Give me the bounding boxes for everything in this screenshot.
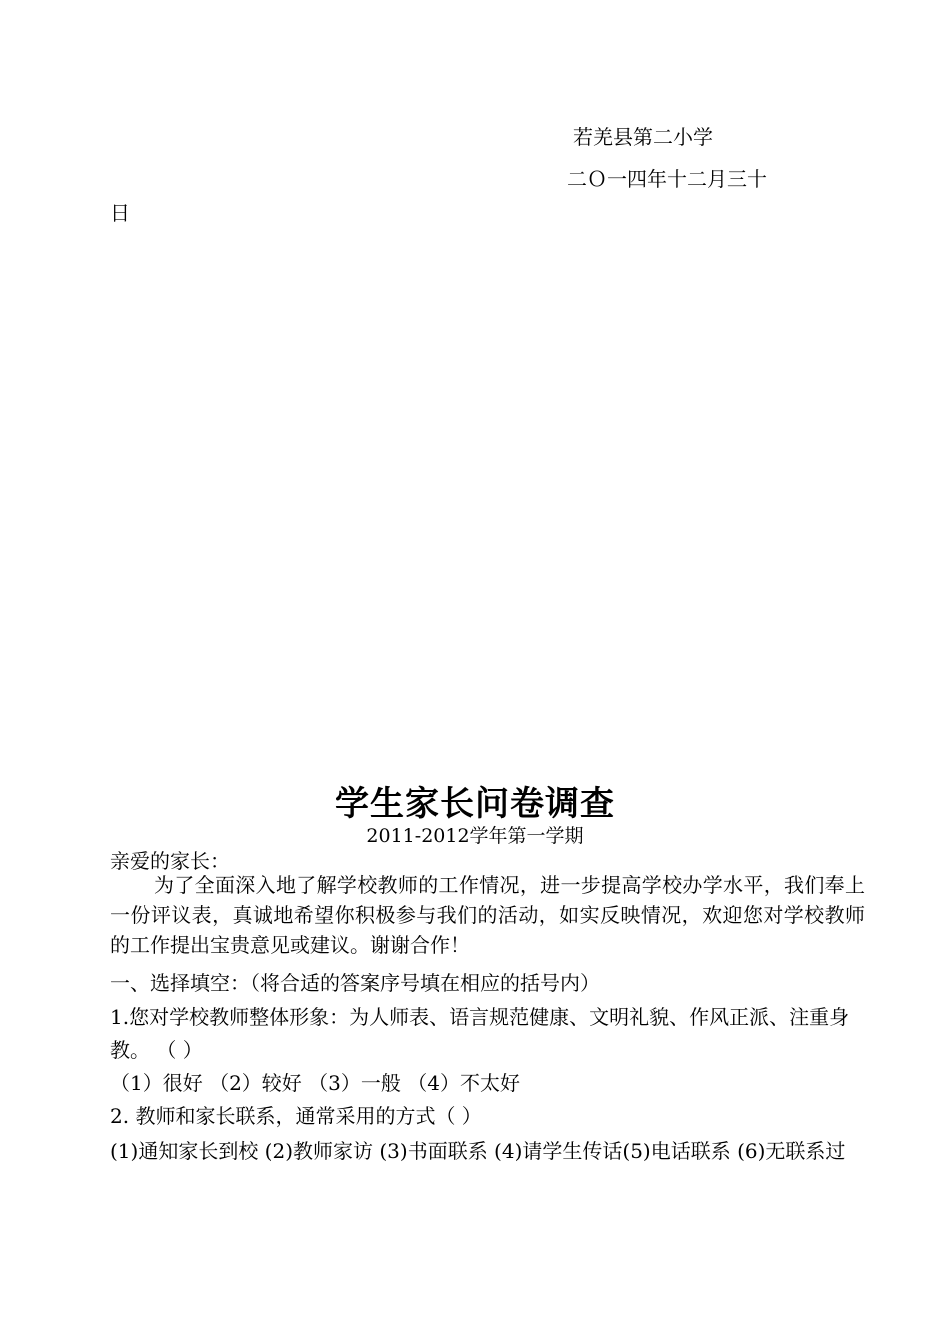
greeting: 亲爱的家长： — [110, 849, 230, 873]
question-2: 2. 教师和家长联系，通常采用的方式（ ） — [110, 1104, 482, 1128]
school-name: 若羌县第二小学 — [573, 125, 713, 149]
date-line-wrap: 日 — [110, 201, 130, 225]
section-heading: 一、选择填空：（将合适的答案序号填在相应的括号内） — [110, 971, 600, 995]
date-line: 二Ｏ一四年十二月三十 — [567, 167, 767, 191]
question-2-options: (1)通知家长到校 (2)教师家访 (3)书面联系 (4)请学生传话(5)电话联系 (6)无联系过 — [110, 1139, 846, 1163]
question-1-options: （1）很好 （2）较好 （3）一般 （4）不太好 — [110, 1071, 520, 1095]
intro-paragraph: 为了全面深入地了解学校教师的工作情况，进一步提高学校办学水平，我们奉上一份评议表，真诚地希望你积极参与我们的活动，如实反映情况，欢迎您对学校教师的工作提出宝贵意见或建议。谢谢合作！ — [110, 873, 865, 957]
survey-title: 学生家长问卷调查 — [335, 784, 615, 824]
question-1: 1.您对学校教师整体形象：为人师表、语言规范健康、文明礼貌、作风正派、注重身教。 （ ） — [110, 1005, 850, 1062]
survey-term: 2011-2012学年第一学期 — [366, 825, 584, 847]
